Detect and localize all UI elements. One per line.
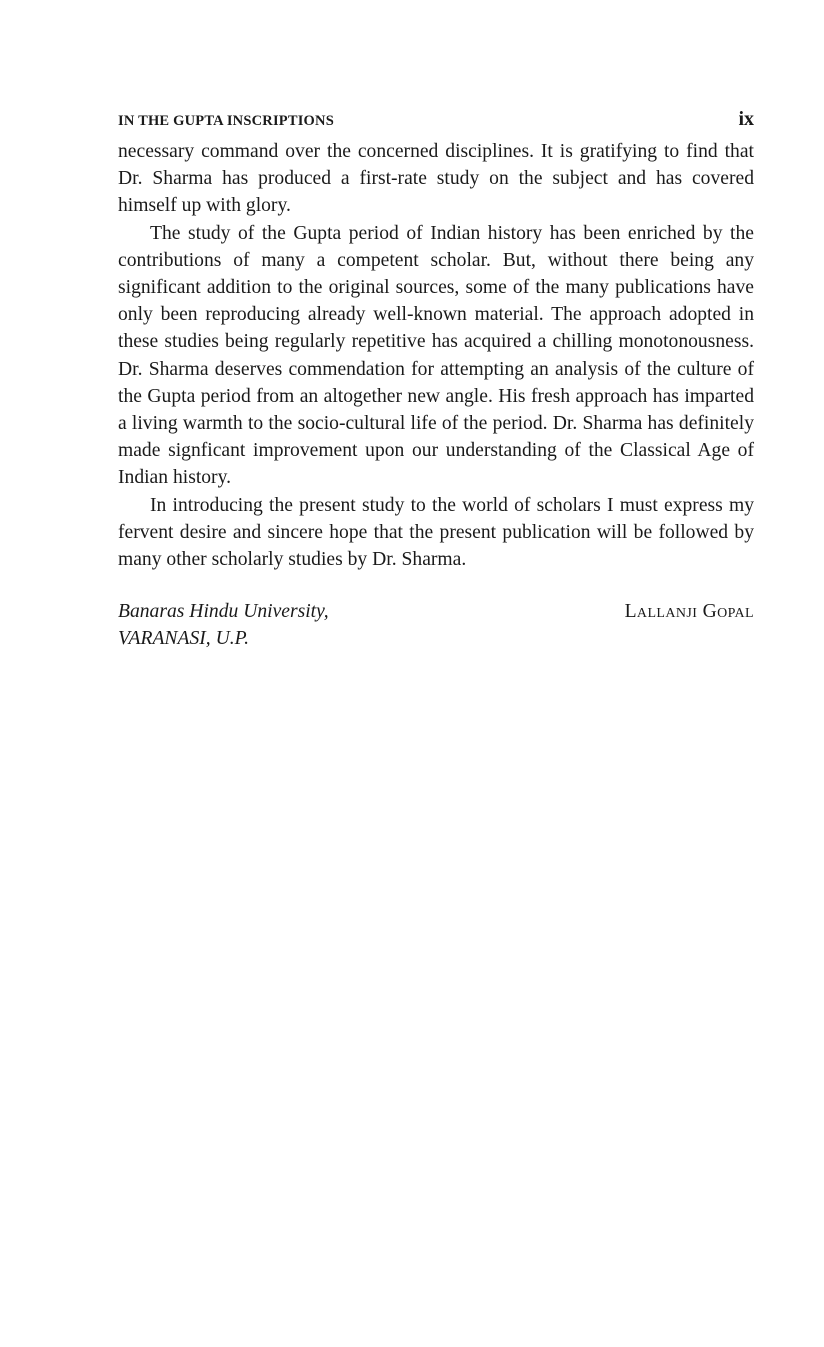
page-number: ix: [738, 108, 754, 130]
body-text: [118, 138, 754, 573]
place-line-1: Banaras Hindu University,: [118, 601, 329, 623]
running-head: [118, 108, 754, 138]
author-name: Lallanji Gopal: [624, 601, 754, 623]
place-of-writing: [118, 598, 329, 652]
running-title: IN THE GUPTA INSCRIPTIONS: [118, 113, 334, 129]
paragraph-1: necessary command over the concerned disciplines. It is gratifying to find that Dr. Sharma has produced a first-rate study on the subject and has covered himself up with glory.: [118, 141, 754, 217]
paragraph-3: In introducing the present study to the world of scholars I must express my fervent desire and sincere hope that the present publication will be followed by many other scholarly studies by Dr. Sharma.: [118, 494, 754, 571]
book-page: [118, 108, 754, 653]
place-line-2: VARANASI, U.P.: [118, 628, 249, 650]
paragraph-2: The study of the Gupta period of Indian history has been enriched by the contributions of many a competent scholar. But, without there being any significant addition to the original sources, some of the many publications have only been reproducing already well-known material. The approach adopted in these studies being regularly repetitive has acquired a chilling monotonousness. Dr. Sharma deserves commendation for attempting an analysis of the culture of the Gupta period from an altogether new angle. His fresh approach has imparted a living warmth to the socio-cultural life of the period. Dr. Sharma has definitely made signficant improvement upon our understanding of the Classical Age of Indian history.: [118, 222, 754, 489]
signature-block: [118, 598, 754, 652]
